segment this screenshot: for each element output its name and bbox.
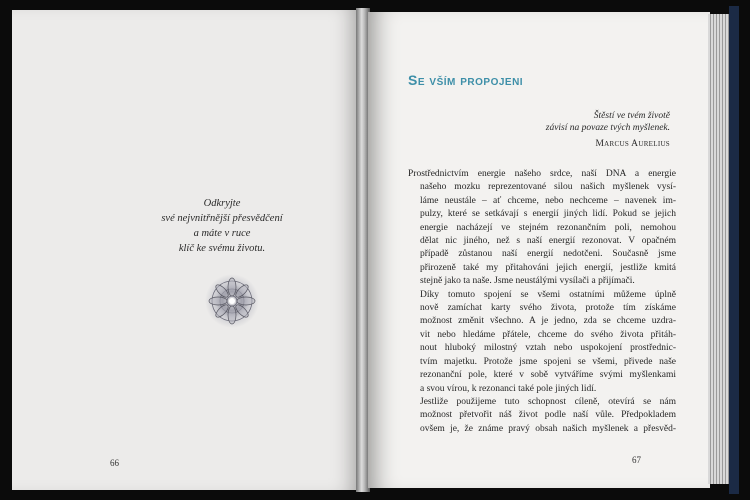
text-line: Prostřednictvím energie našeho srdce, naší DNA a energie [408, 169, 676, 179]
quote-line: a máte v ruce [193, 228, 251, 239]
paragraph [408, 289, 676, 396]
epigraph-author: Marcus Aurelius [595, 139, 670, 149]
text-line: energie nacházejí ve stejném rezonančním poli, nemohou [420, 222, 676, 233]
text-line: vit nebo hledáme přátele, chceme do svého života přitáh- [420, 329, 676, 340]
epigraph [440, 110, 670, 150]
text-line: láme neustále – ať chceme, nebo nechceme – navenek im- [420, 195, 676, 206]
text-line: pulzy, které se setkávají s energií jiných lidí. Pokud se jejich [420, 209, 676, 220]
text-line: našeho mozku reprezentované silou našich myšlenek vysí- [420, 182, 676, 193]
right-page [368, 12, 710, 488]
epigraph-line: závisí na povaze tvých myšlenek. [545, 123, 670, 133]
body-text [408, 168, 676, 436]
page-number-left: 66 [110, 458, 119, 468]
quote-line: své nejvnitřnější přesvědčení [161, 213, 283, 224]
paragraph [408, 168, 676, 289]
text-line: rezonanční pole, které v sobě vytváříme svými myšlenkami [420, 370, 676, 381]
text-line: možnost přetvořit náš život podle naší vůle. Předpokladem [420, 410, 676, 421]
text-line: tvím majetku. Protože jsme spojeni se všemi, přivede naše [420, 356, 676, 367]
text-line: možnost změnit všechno. A je jedno, zda se chceme uzdra- [420, 316, 676, 327]
text-line: dělat nic jiného, než s naší energií rezonovat. V opačném [420, 236, 676, 247]
quote-line: klíč ke svému životu. [178, 243, 266, 254]
mandala-icon [204, 273, 260, 329]
epigraph-line: Štěstí ve tvém životě [593, 111, 670, 121]
page-edges [708, 14, 730, 484]
chapter-title: Se vším propojeni [408, 72, 524, 88]
text-line: přirozeně také my přitahováni jejich energií, jestliže kmitá [420, 262, 676, 273]
text-line: Díky tomuto spojení se všemi ostatními můžeme úplně [420, 289, 676, 300]
text-line: nout hluboký milostný vztah nebo uspokojení prostřednic- [420, 343, 676, 354]
paragraph [408, 396, 676, 436]
book-cover-edge [729, 6, 739, 494]
text-line: nově zamíchat karty svého života, protože tím získáme [420, 303, 676, 314]
text-line: ovšem je, že známe pravý obsah našich myšlenek a přesvěd- [420, 423, 676, 434]
text-line: stejně jako ta naše. Jsme neustálými vysílači a přijímači. [420, 276, 635, 287]
left-page-quote [112, 196, 332, 256]
left-page [12, 10, 358, 490]
quote-line: Odkryjte [203, 198, 241, 209]
text-line: Jestliže použijeme tuto schopnost cíleně, otevírá se nám [420, 396, 676, 407]
text-line: případě zůstanou naší energií nedotčeni. Současně jsme [420, 249, 676, 260]
text-line: a svou vírou, k rezonanci také pole jiných lidí. [420, 383, 597, 394]
page-number-right: 67 [632, 455, 641, 465]
